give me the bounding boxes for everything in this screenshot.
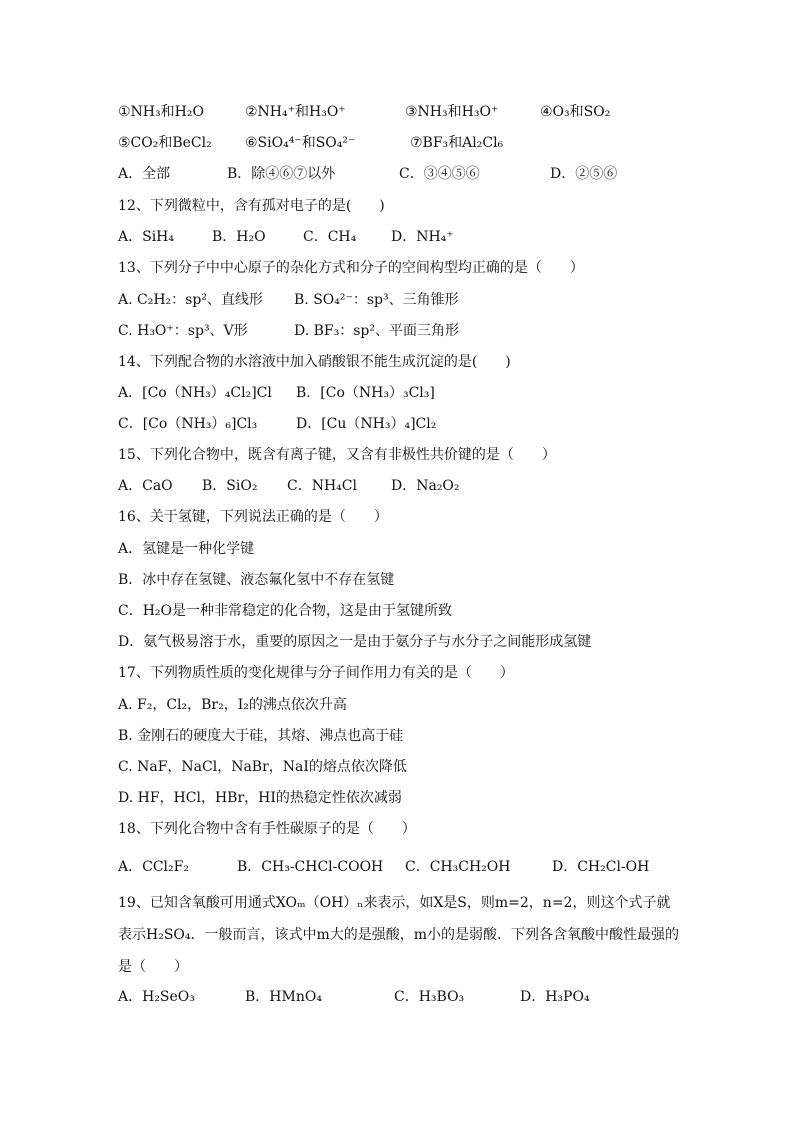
q12-options <box>118 226 684 248</box>
q14-option-c: C．[Co（NH₃）₆]Cl₃ <box>118 416 258 432</box>
q18-stem: 18、下列化合物中含有手性碳原子的是（ ） <box>118 821 416 837</box>
q17-stem: 17、下列物质性质的变化规律与分子间作用力有关的是（ ） <box>118 665 514 681</box>
q16-option-b: B．冰中存在氢键、液态氟化氢中不存在氢键 <box>118 572 395 588</box>
q13-option-c: C. H₃O⁺：sp³、V形 <box>118 323 248 339</box>
q16-stem: 16、关于氢键，下列说法正确的是（ ） <box>118 509 388 525</box>
q15-option-c: C．NH₄Cl <box>287 478 357 494</box>
q11-option-d: D．②⑤⑥ <box>550 166 618 182</box>
q14-option-d: D．[Cu（NH₃）₄]Cl₂ <box>296 416 437 432</box>
q11-option-c: C．③④⑤⑥ <box>399 166 480 182</box>
q16-option-d: D．氨气极易溶于水，重要的原因之一是由于氨分子与水分子之间能形成氢键 <box>118 634 592 650</box>
q13-option-b: B. SO₄²⁻：sp³、三角锥形 <box>294 292 459 308</box>
q13-options-row-1 <box>118 289 684 311</box>
q11-option-b: B．除④⑥⑦以外 <box>227 166 336 182</box>
q11-option-a: A．全部 <box>118 166 171 182</box>
q13-options-row-2 <box>118 320 684 342</box>
q12-option-c: C．CH₄ <box>303 229 357 245</box>
q13-option-d: D. BF₃：sp²、平面三角形 <box>294 323 459 339</box>
q15-stem: 15、下列化合物中，既含有离子键，又含有非极性共价键的是（ ） <box>118 447 556 463</box>
q14-option-b: B．[Co（NH₃）₃Cl₃] <box>296 385 435 401</box>
q14-option-a: A．[Co（NH₃）₄Cl₂]Cl <box>118 385 272 401</box>
q15-option-d: D．Na₂O₂ <box>391 478 460 494</box>
q17-option-a: A. F₂，Cl₂，Br₂，I₂的沸点依次升高 <box>118 697 347 713</box>
q12-option-a: A．SiH₄ <box>118 229 174 245</box>
q19-option-a: A．H₂SeO₃ <box>118 989 195 1005</box>
q19-stem: 19、已知含氧酸可用通式XOₘ（OH）ₙ来表示，如X是S，则m=2，n=2，则这个式子就表示H₂SO₄．一般而言，该式中m大的是强酸，m小的是弱酸．下列各含氧酸中酸性最强的是（ ） <box>118 895 680 975</box>
q11-pair-3: ③NH₃和H₃O⁺ <box>405 104 499 120</box>
q11-pair-7: ⑦BF₃和Al₂Cl₆ <box>410 135 504 151</box>
q11-pair-5: ⑤CO₂和BeCl₂ <box>118 135 212 151</box>
q11-pair-2: ②NH₄⁺和H₃O⁺ <box>245 104 346 120</box>
q17-option-b: B. 金刚石的硬度大于硅，其熔、沸点也高于硅 <box>118 728 404 744</box>
q15-options <box>118 475 684 497</box>
q11-pair-1: ①NH₃和H₂O <box>118 104 204 120</box>
q13-option-a: A. C₂H₂：sp²、直线形 <box>118 292 263 308</box>
q18-option-a: A．CCl₂F₂ <box>118 859 189 875</box>
q19-option-d: D．H₃PO₄ <box>520 989 590 1005</box>
q18-options <box>118 856 684 878</box>
q17-option-d: D. HF，HCl，HBr，HI的热稳定性依次减弱 <box>118 790 402 806</box>
q18-option-d: D．CH₂Cl-OH <box>552 859 650 875</box>
q12-option-b: B．H₂O <box>212 229 266 245</box>
q19-option-c: C．H₃BO₃ <box>394 989 465 1005</box>
q11-options <box>118 163 684 185</box>
q13-stem: 13、下列分子中中心原子的杂化方式和分子的空间构型均正确的是（ ） <box>118 260 584 276</box>
q14-stem: 14、下列配合物的水溶液中加入硝酸银不能生成沉淀的是( ) <box>118 354 511 370</box>
q18-option-c: C．CH₃CH₂OH <box>405 859 511 875</box>
q17-option-c: C. NaF，NaCl，NaBr，NaI的熔点依次降低 <box>118 759 407 775</box>
q11-pair-6: ⑥SiO₄⁴⁻和SO₄²⁻ <box>245 135 356 151</box>
q19-option-b: B．HMnO₄ <box>245 989 322 1005</box>
q19-options <box>118 986 684 1008</box>
q15-option-a: A．CaO <box>118 478 173 494</box>
q14-options-row-1 <box>118 382 684 404</box>
q11-pairs-row-1 <box>118 101 684 123</box>
q12-stem: 12、下列微粒中，含有孤对电子的是( ) <box>118 198 385 214</box>
q12-option-d: D．NH₄⁺ <box>391 229 454 245</box>
q15-option-b: B．SiO₂ <box>202 478 258 494</box>
q14-options-row-2 <box>118 413 684 435</box>
q18-option-b: B．CH₃-CHCl-COOH <box>237 859 384 875</box>
q16-option-a: A．氢键是一种化学键 <box>118 541 255 557</box>
q16-option-c: C．H₂O是一种非常稳定的化合物，这是由于氢键所致 <box>118 603 453 619</box>
q11-pair-4: ④O₃和SO₂ <box>540 104 611 120</box>
q11-pairs-row-2 <box>118 132 684 154</box>
